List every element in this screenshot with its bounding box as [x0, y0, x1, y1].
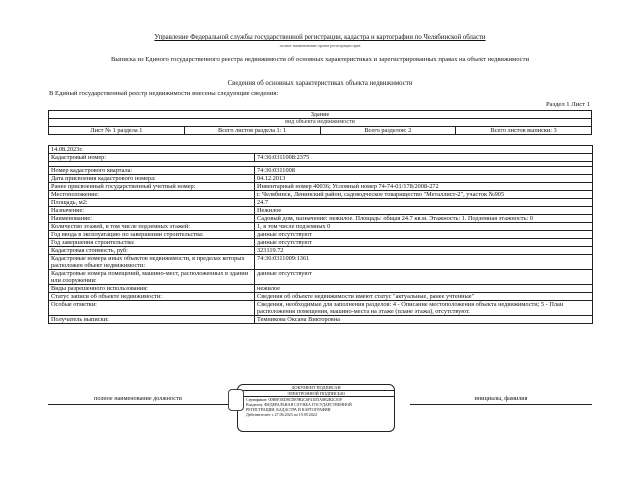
- object-type-caption: вид объекта недвижимости: [49, 119, 592, 127]
- agency-caption: полное наименование органа регистрации прав: [279, 43, 361, 48]
- table-row: [49, 316, 593, 324]
- row-label: Статус записи об объекте недвижимости:: [49, 293, 255, 301]
- stamp-title: ДОКУМЕНТ ПОДПИСАН: [238, 385, 394, 391]
- cadastral-number-value: 74:36:0311008:2375: [255, 154, 593, 162]
- row-value: Садовый дом, назначение: нежилое. Площадь: общая 24.7 кв.м. Этажность: 1. Подземная этажность: 0: [255, 215, 593, 223]
- row-value: данные отсутствуют: [255, 239, 593, 247]
- table-row: [49, 199, 593, 207]
- stamp-certificate: Сертификат: 00B0F3ED8CDE9B2C6F41D5A0B2B2C01F: [246, 397, 343, 402]
- table-row: [49, 293, 593, 301]
- table-row: [49, 301, 593, 316]
- table-row: [49, 191, 593, 199]
- sheets-total: Всего листов выписки: 3: [456, 127, 592, 135]
- stamp-subtitle: ЭЛЕКТРОННОЙ ПОДПИСЬЮ: [238, 391, 394, 397]
- row-value: 1, в том числе подземных 0: [255, 223, 593, 231]
- row-value: Темникова Оксана Викторовна: [255, 316, 593, 324]
- table-row: [49, 223, 593, 231]
- initials-caption: инициалы, фамилия: [410, 395, 592, 405]
- row-label: Назначение:: [49, 207, 255, 215]
- position-caption: полное наименование должности: [48, 395, 228, 405]
- row-value: данные отсутствуют: [255, 231, 593, 239]
- characteristics-rows: [49, 167, 593, 324]
- row-label: Наименование:: [49, 215, 255, 223]
- row-label: Количество этажей, в том числе подземных этажей:: [49, 223, 255, 231]
- section-title: Сведения об основных характеристиках объекта недвижимости: [227, 80, 413, 87]
- row-value: 04.12.2013: [255, 175, 593, 183]
- table-row: [49, 175, 593, 183]
- row-value: Нежилое: [255, 207, 593, 215]
- row-label: Кадастровые номера помещений, машино-мест, расположенных в здании или сооружении:: [49, 270, 255, 285]
- agency-title: Управление Федеральной службы государственной регистрации, кадастра и картографии по Челябинской области: [154, 34, 486, 41]
- table-row: [49, 183, 593, 191]
- row-label: Ранее присвоенный государственный учетный номер:: [49, 183, 255, 191]
- row-label: Кадастровые номера иных объектов недвижимости, в пределах которых расположен объект недвижимости:: [49, 255, 255, 270]
- row-value: Инвентарный номер 40036; Условный номер 74-74-01/178/2008-272: [255, 183, 593, 191]
- object-header-table: [48, 110, 592, 135]
- row-label: Дата присвоения кадастрового номера:: [49, 175, 255, 183]
- row-value: Сведения, необходимые для заполнения разделов: 4 - Описание местоположения объекта недвижимости; 5 - План расположения помещения, машино-места на этаже (плане этажа), отсутствуют.: [255, 301, 593, 316]
- row-value: данные отсутствуют: [255, 270, 593, 285]
- row-label: Местоположение:: [49, 191, 255, 199]
- sheet-number: Лист № 1 раздела 1: [49, 127, 185, 135]
- table-row: [49, 239, 593, 247]
- row-value: нежилое: [255, 285, 593, 293]
- row-label: Виды разрешенного использования:: [49, 285, 255, 293]
- table-row: [49, 255, 593, 270]
- row-value: 323119.72: [255, 247, 593, 255]
- sections-total: Всего разделов: 2: [320, 127, 456, 135]
- row-label: Год завершения строительства:: [49, 239, 255, 247]
- row-label: Получатель выписки:: [49, 316, 255, 324]
- row-value: г. Челябинск, Ленинский район, садоводческое товарищество "Металлист-2", участок №905: [255, 191, 593, 199]
- stamp-owner-2: РЕГИСТРАЦИИ, КАДАСТРА И КАРТОГРАФИИ: [246, 407, 331, 412]
- intro-text: В Единый государственный реестр недвижимости внесены следующие сведения:: [49, 90, 279, 97]
- extract-title: Выписка из Единого государственного реестра недвижимости об основных характеристиках и зарегистрированных правах на объект недвижимости: [110, 56, 530, 63]
- characteristics-table: [48, 145, 593, 324]
- row-value: 74:36:0311008: [255, 167, 593, 175]
- row-label: Номер кадастрового квартала:: [49, 167, 255, 175]
- object-type: Здание: [49, 111, 592, 119]
- row-value: 74:36:0311009:1361: [255, 255, 593, 270]
- pagination-label: Раздел 1 Лист 1: [546, 101, 590, 108]
- row-label: Особые отметки:: [49, 301, 255, 316]
- cadastral-number-label: Кадастровый номер:: [49, 154, 255, 162]
- emblem-icon: [228, 389, 244, 411]
- stamp-valid: Действителен: с 27.06.2023 по 19.09.2024: [246, 412, 317, 417]
- row-value: 24.7: [255, 199, 593, 207]
- extract-date: 14.08.2023г.: [49, 146, 593, 154]
- table-row: [49, 167, 593, 175]
- sheets-in-section: Всего листов раздела 1: 1: [184, 127, 320, 135]
- table-row: [49, 215, 593, 223]
- table-row: [49, 247, 593, 255]
- table-row: [49, 270, 593, 285]
- row-value: Сведения об объекте недвижимости имеют статус "актуальные, ранее учтенные": [255, 293, 593, 301]
- row-label: Кадастровая стоимость, руб:: [49, 247, 255, 255]
- stamp-owner: Владелец: ФЕДЕРАЛЬНАЯ СЛУЖБА ГОСУДАРСТВЕННОЙ: [246, 402, 352, 407]
- electronic-signature-stamp: [237, 384, 395, 432]
- row-label: Площадь, м2:: [49, 199, 255, 207]
- table-row: [49, 231, 593, 239]
- row-label: Год ввода в эксплуатацию по завершении строительства:: [49, 231, 255, 239]
- table-row: [49, 285, 593, 293]
- table-row: [49, 207, 593, 215]
